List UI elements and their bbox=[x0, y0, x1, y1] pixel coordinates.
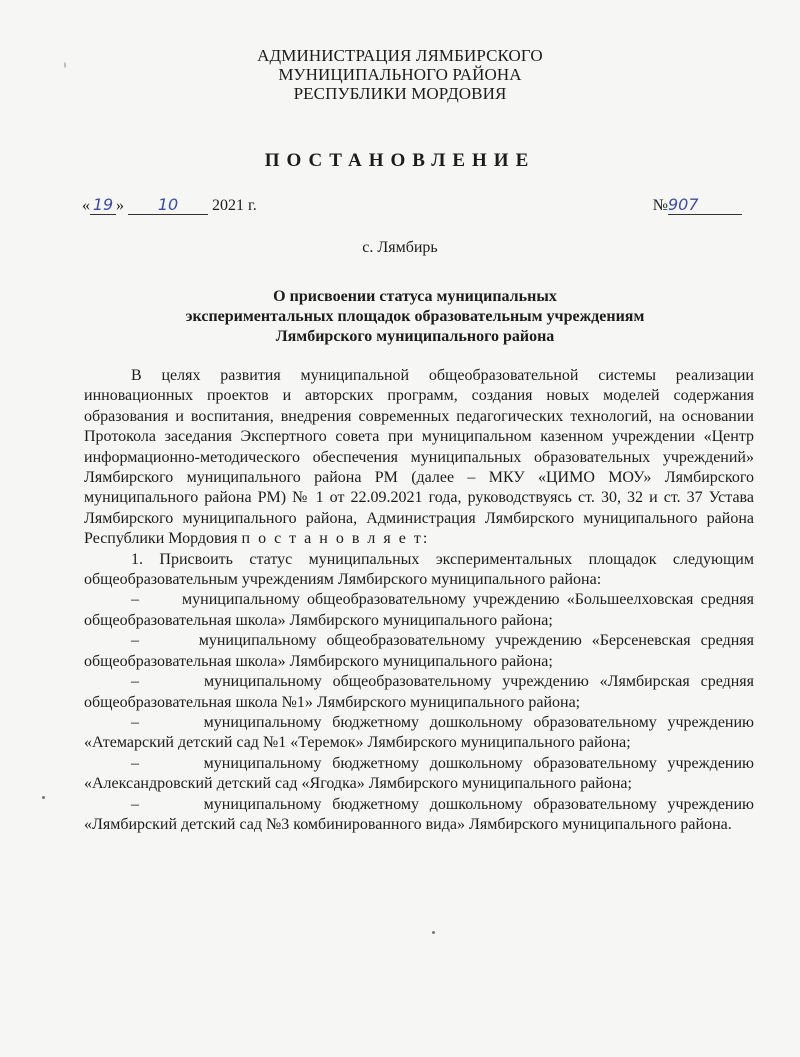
date-year: 2021 г. bbox=[212, 197, 257, 214]
number-value: 907 bbox=[668, 195, 742, 215]
header-line-3: РЕСПУБЛИКИ МОРДОВИЯ bbox=[293, 84, 507, 103]
list-item: – муниципальному общеобразовательному учреждению «Большеелховская средняя общеобразовательная школа» Лямбирского муниципального района; bbox=[84, 591, 754, 629]
subject-line-3: Лямбирского муниципального района bbox=[275, 328, 555, 345]
scan-speck bbox=[432, 931, 435, 934]
document-number bbox=[653, 195, 742, 215]
list-item: – муниципальному общеобразовательному учреждению «Берсеневская средняя общеобразовательная школа» Лямбирского муниципального района; bbox=[84, 632, 754, 670]
list-item: – муниципальному бюджетному дошкольному образовательному учреждению «Лямбирский детский сад №3 комбинированного вида» Лямбирского муниципального района. bbox=[84, 795, 754, 833]
header-line-2: МУНИЦИПАЛЬНОГО РАЙОНА bbox=[278, 65, 522, 84]
list-item: – муниципальному бюджетному дошкольному образовательному учреждению «Александровский детский сад «Ягодка» Лямбирского муниципального района; bbox=[84, 754, 754, 793]
preamble-text: В целях развития муниципальной общеобразовательной системы реализации инновационных проектов и авторских программ, создания новых моделей содержания образования и воспитания, внедрения современных педагогических технологий, на основании Протокола заседания Экспертного совета при муниципальном казенном учреждении «Центр информационно-методического обеспечения муниципальных образовательных учреждений» Лямбирского муниципального района РМ (далее – МКУ «ЦИМО МОУ» Лямбирского муниципального района РМ) № 1 от 22.09.2021 года, руководствуясь ст. 30, 32 и ст. 37 Устава Лямбирского муниципального района, Администрация Лямбирского муниципального района Республики Мордовия bbox=[84, 367, 754, 548]
list-item: – муниципальному общеобразовательному учреждению «Лямбирская средняя общеобразовательная школа №1» Лямбирского муниципального района; bbox=[84, 673, 754, 711]
resolves-word: п о с т а н о в л я е т: bbox=[241, 530, 430, 548]
document-subject bbox=[0, 287, 800, 347]
subject-line-1: О присвоении статуса муниципальных bbox=[273, 288, 557, 305]
document-body bbox=[84, 366, 754, 835]
header-line-1: АДМИНИСТРАЦИЯ ЛЯМБИРСКОГО bbox=[257, 46, 543, 65]
date-open-quote: « bbox=[82, 197, 90, 214]
list-item: – муниципальному бюджетному дошкольному образовательному учреждению «Атемарский детский сад №1 «Теремок» Лямбирского муниципального района; bbox=[84, 713, 754, 752]
place-of-issue: с. Лямбирь bbox=[362, 239, 438, 256]
date-day: 19 bbox=[90, 195, 116, 215]
point-1: 1. Присвоить статус муниципальных экспериментальных площадок следующим общеобразовательным учреждениям Лямбирского муниципального района: bbox=[84, 550, 754, 589]
issuer-header bbox=[0, 46, 800, 103]
subject-line-2: экспериментальных площадок образовательным учреждениям bbox=[185, 308, 645, 325]
document-date bbox=[82, 195, 257, 215]
scan-speck bbox=[64, 62, 66, 68]
date-close-quote: » bbox=[116, 197, 124, 214]
document-title: ПОСТАНОВЛЕНИЕ bbox=[264, 150, 536, 171]
number-prefix: № bbox=[652, 197, 668, 214]
preamble-paragraph bbox=[84, 366, 754, 550]
date-month: 10 bbox=[128, 195, 208, 215]
scan-speck bbox=[42, 796, 45, 799]
